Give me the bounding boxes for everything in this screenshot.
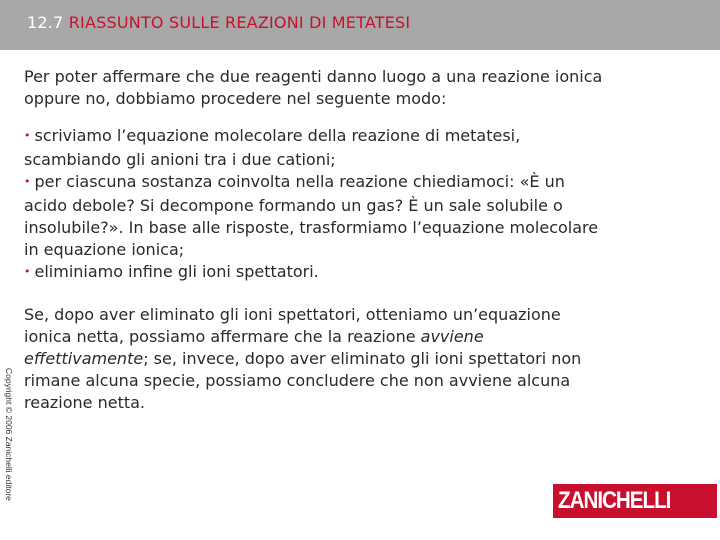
- step-item-continuation: scambiando gli anioni tra i due cationi;: [24, 150, 336, 169]
- slide-title: [27, 13, 410, 32]
- conclusion-line: ionica netta, possiamo affermare che la reazione avviene: [24, 327, 484, 346]
- emphasis-text: effettivamente: [24, 349, 144, 368]
- conclusion-line: rimane alcuna specie, possiamo concludere che non avviene alcuna: [24, 371, 571, 390]
- bullet-icon: •: [24, 129, 31, 142]
- step-item-continuation: insolubile?». In base alle risposte, trasformiamo l’equazione molecolare: [24, 218, 599, 237]
- conclusion-paragraph: [24, 304, 694, 414]
- intro-line: Per poter affermare che due reagenti danno luogo a una reazione ionica: [24, 67, 603, 86]
- intro-line: oppure no, dobbiamo procedere nel seguente modo:: [24, 89, 447, 108]
- section-title: RIASSUNTO SULLE REAZIONI DI METATESI: [68, 13, 411, 32]
- logo-text: ZANICHELLI: [558, 487, 671, 514]
- step-item-continuation: acido debole? Si decompone formando un gas? È un sale solubile o: [24, 196, 563, 215]
- emphasis-text: avviene: [420, 327, 484, 346]
- copyright-notice: [3, 368, 15, 528]
- step-item: • per ciascuna sostanza coinvolta nella reazione chiediamoci: «È un: [24, 172, 565, 191]
- bullet-icon: •: [24, 175, 31, 188]
- slide-header: [0, 0, 720, 50]
- step-item: • eliminiamo infine gli ioni spettatori.: [24, 262, 319, 281]
- copyright-text: Copyright © 2006 Zanichelli editore: [4, 368, 14, 501]
- section-number: 12.7: [27, 13, 64, 32]
- publisher-logo: [553, 484, 717, 518]
- bullet-icon: •: [24, 265, 31, 278]
- conclusion-line: Se, dopo aver eliminato gli ioni spettatori, otteniamo un’equazione: [24, 305, 561, 324]
- conclusion-line: reazione netta.: [24, 393, 145, 412]
- step-item: • scriviamo l’equazione molecolare della reazione di metatesi,: [24, 126, 521, 145]
- conclusion-line: effettivamente; se, invece, dopo aver eliminato gli ioni spettatori non: [24, 349, 582, 368]
- steps-list: [24, 125, 694, 285]
- intro-paragraph: [24, 66, 694, 110]
- step-item-continuation: in equazione ionica;: [24, 240, 185, 259]
